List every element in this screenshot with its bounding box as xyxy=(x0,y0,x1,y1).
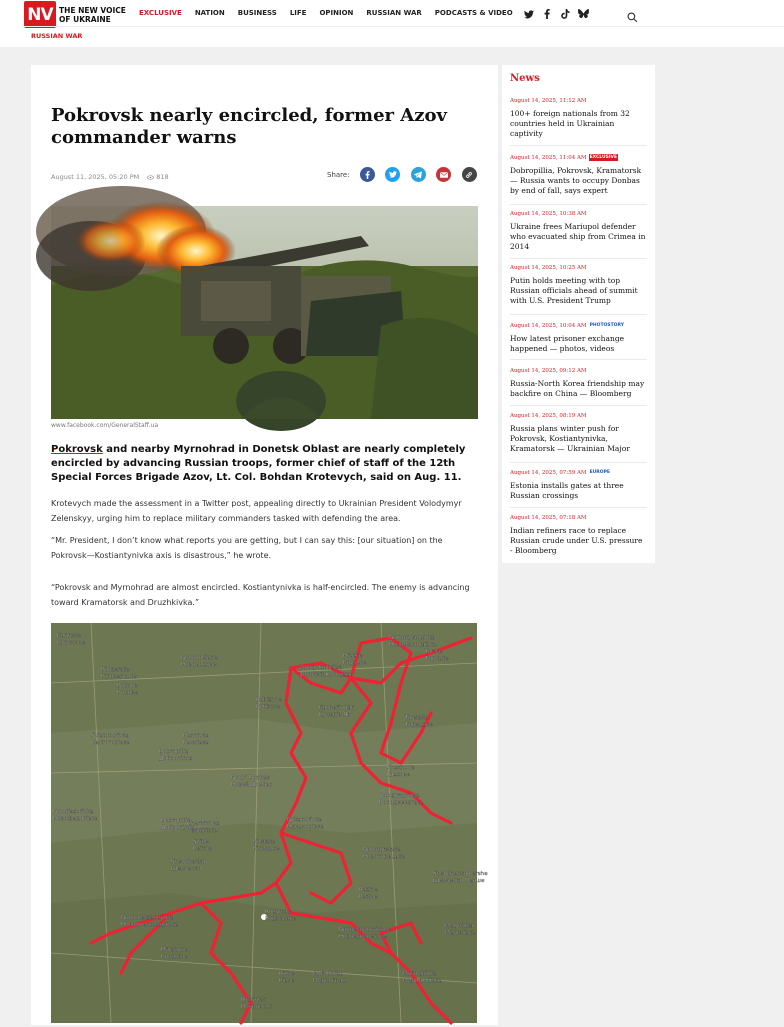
nav-life[interactable]: LIFE xyxy=(289,9,307,17)
news-sidebar xyxy=(502,65,655,563)
share-email-button[interactable] xyxy=(436,167,451,182)
map-label: Dobropillia xyxy=(161,818,192,824)
social-links xyxy=(523,8,595,20)
bluesky-icon[interactable] xyxy=(577,8,589,20)
news-divider xyxy=(510,359,647,360)
map-label: Новомиколаївка xyxy=(389,642,437,648)
map-label: Malynivka xyxy=(445,923,474,929)
site-logo[interactable] xyxy=(24,1,126,28)
news-divider xyxy=(510,462,647,463)
map-label: Добропілля xyxy=(159,756,193,762)
pokrovsk-link[interactable]: Pokrovsk xyxy=(51,444,103,455)
news-date xyxy=(510,154,647,161)
map-label: Шевченко xyxy=(171,866,201,872)
article-photo-artillery xyxy=(51,206,478,419)
map-label: Новоолександрівка xyxy=(121,922,179,928)
map-label: Новий Донбас xyxy=(231,782,273,788)
map-label: Никанорівка xyxy=(287,824,324,830)
map-label: Razine xyxy=(359,887,378,893)
map-label: Новоекономічне xyxy=(339,934,387,940)
subnav-divider xyxy=(24,26,784,27)
map-label: Shakhove xyxy=(387,765,415,771)
news-title[interactable]: Estonia installs gates at three Russian crossings xyxy=(510,481,624,500)
map-label: Chernihivka xyxy=(187,821,221,827)
map-label: Novofedorivka xyxy=(53,809,94,815)
news-item[interactable] xyxy=(510,98,647,138)
map-label: Sviatohorivka xyxy=(91,733,130,739)
share-twitter-button[interactable] xyxy=(385,167,400,182)
map-label: Bokove xyxy=(117,683,138,689)
news-divider xyxy=(510,258,647,259)
photo-caption: www.facebook.com/GeneralStaff.ua xyxy=(51,422,159,429)
map-label: Novoekonomichne xyxy=(339,927,391,933)
map-label: Hruzke xyxy=(343,653,363,659)
news-title[interactable]: Indian refiners race to replace Russian crude under U.S. pressure - Bloomberg xyxy=(510,526,643,555)
news-divider xyxy=(510,314,647,315)
lead-text: and nearby Myrnohrad in Donetsk Oblast are nearly completely encircled by advancing Russian troops, former chief of staff of the 12th Special Forces Brigade Azov, Lt. Col. Bohdan Krotevych, said on Aug. 11. xyxy=(51,444,466,483)
map-label: Novyi Donbas xyxy=(231,775,270,781)
map-label: Чернігівка xyxy=(187,828,218,834)
map-label: Kucheriv Yar xyxy=(319,705,354,711)
map-label: Hryshyne xyxy=(161,947,188,953)
map-label: Novooleksandrivka xyxy=(121,915,175,921)
nav-nation[interactable]: NATION xyxy=(194,9,225,17)
nav-exclusive[interactable]: EXCLUSIVE xyxy=(139,9,182,17)
views-counter xyxy=(147,173,168,181)
article-meta xyxy=(51,173,169,181)
map-label: Торецьке xyxy=(405,722,433,728)
eye-icon xyxy=(147,175,154,180)
map-label: Шахове xyxy=(387,772,410,778)
map-label: Світле xyxy=(193,846,213,852)
map-label: Bilozerske xyxy=(101,667,130,673)
news-date: August 14, 2025, 08:19 AM xyxy=(510,413,587,419)
share-telegram-button[interactable] xyxy=(411,167,426,182)
map-label: Новофедорівка xyxy=(53,816,99,822)
views-count: 818 xyxy=(156,173,169,181)
twitter-icon[interactable] xyxy=(523,8,535,20)
map-label: Рубіжне xyxy=(256,704,280,710)
map-label: Грузьке xyxy=(343,660,367,666)
news-date: August 14, 2025, 09:12 AM xyxy=(510,368,587,374)
news-item[interactable] xyxy=(510,368,647,399)
article-paragraph-2: “Mr. President, I don’t know what reports you are getting, but I can say this: [our situation] on the Pokrovsk—Kostiantynivka axis is disastrous,” he wrote. xyxy=(51,536,443,560)
news-item[interactable] xyxy=(510,469,647,501)
article-lead xyxy=(51,443,478,485)
map-label: Torske xyxy=(425,649,443,655)
nav-russian-war[interactable]: RUSSIAN WAR xyxy=(366,9,422,17)
news-divider xyxy=(510,507,647,508)
map-label: Кучерів Яр xyxy=(319,712,351,718)
map-label: Добропілля xyxy=(161,825,195,831)
site-header xyxy=(0,0,784,47)
logo-text xyxy=(59,6,126,24)
news-date: August 14, 2025, 10:38 AM xyxy=(510,211,587,217)
news-item[interactable] xyxy=(510,413,647,453)
map-label: Разіне xyxy=(359,894,378,900)
news-divider xyxy=(510,145,647,146)
news-item[interactable] xyxy=(510,154,647,195)
logo-line-1: THE NEW VOICE xyxy=(59,5,126,15)
map-label: Dobropillia xyxy=(159,749,190,755)
map-label: Торське xyxy=(425,656,449,662)
map-label: Білозерське xyxy=(101,674,137,680)
news-date-text: August 14, 2025, 10:04 AM xyxy=(510,322,587,329)
map-label: Шевченко Перше xyxy=(433,878,485,884)
news-date: August 14, 2025, 11:12 AM xyxy=(510,98,587,104)
news-date xyxy=(510,469,647,476)
news-divider xyxy=(510,204,647,205)
news-item[interactable] xyxy=(510,265,647,305)
map-label: Volodymyrivka xyxy=(379,793,421,799)
share-copy-link-button[interactable] xyxy=(462,167,477,182)
map-label: Myrnohrad xyxy=(313,971,344,977)
map-label: Shevchenko Pershe xyxy=(433,871,488,877)
news-date xyxy=(510,322,647,329)
map-label: Novotoretske xyxy=(363,847,401,853)
article-paragraph-3: “Pokrovsk and Myrnohrad are almost encircled. Kostiantynivka is half-encircled. The enemy is advancing toward Kramatorsk and Druzhkivka.” xyxy=(51,583,470,607)
map-label: Миролюбівка xyxy=(403,978,442,984)
news-title[interactable]: 100+ foreign nationals from 32 countries held in Ukrainian captivity xyxy=(510,109,630,138)
news-date-text: August 14, 2025, 07:59 AM xyxy=(510,469,587,476)
share-label: Share: xyxy=(327,170,350,179)
facebook-icon[interactable] xyxy=(541,8,553,20)
map-label: Nykanorivka xyxy=(287,817,322,823)
map-label: Мирноград xyxy=(313,978,346,984)
news-title[interactable]: How latest prisoner exchange happened — photos, videos xyxy=(510,334,625,353)
tiktok-icon[interactable] xyxy=(559,8,571,20)
map-label: Новоторецьке xyxy=(363,854,405,860)
map-label: Myrolubivka xyxy=(403,971,437,977)
main-nav xyxy=(139,9,526,17)
map-label: Малинівка xyxy=(445,930,476,936)
map-label: Білицьке xyxy=(253,846,280,852)
map-label: Biletske xyxy=(253,839,275,845)
logo-mark: NV xyxy=(24,1,56,28)
news-item[interactable] xyxy=(510,211,647,251)
map-label: Kurytske xyxy=(57,633,82,639)
map-label: Золотий Колодязь xyxy=(299,672,354,678)
map-label: Rubizhne xyxy=(256,697,282,703)
news-title[interactable]: Russia-North Korea friendship may backfire on China — Bloomberg xyxy=(510,379,645,398)
share-bar xyxy=(327,167,487,182)
photostory-tag[interactable]: PHOTOSTORY xyxy=(589,323,624,328)
article-date: August 11, 2025, 05:20 PM xyxy=(51,173,140,181)
sidebar-title: News xyxy=(510,73,540,84)
share-facebook-button[interactable] xyxy=(360,167,375,182)
news-item[interactable] xyxy=(510,322,647,354)
subnav-russian-war[interactable]: RUSSIAN WAR xyxy=(31,32,83,40)
news-divider xyxy=(510,405,647,406)
map-label: Shevchenko xyxy=(171,859,205,865)
news-date: August 14, 2025, 10:25 AM xyxy=(510,265,587,271)
news-title[interactable]: Putin holds meeting with top Russian officials ahead of summit with U.S. President Trump xyxy=(510,276,638,305)
map-label: Pokrovsk xyxy=(241,997,266,1003)
map-label: Zoloty Kolodiaz xyxy=(299,665,342,671)
news-item[interactable] xyxy=(510,515,647,555)
map-label: Родинське xyxy=(265,916,297,922)
europe-tag[interactable]: EUROPE xyxy=(589,470,610,475)
logo-line-2: OF UKRAINE xyxy=(59,14,111,24)
frontline-map xyxy=(51,623,488,1023)
news-title[interactable]: Russia plans winter push for Pokrovsk, Kostiantynivka, Kramatorsk — Ukrainian Major xyxy=(510,424,630,453)
news-title[interactable]: Ukraine frees Mariupol defender who evacuated ship from Crimea in 2014 xyxy=(510,222,646,251)
map-label: Toretske xyxy=(405,715,429,721)
map-label: Нововодяне xyxy=(181,662,217,668)
map-label: Rodynske xyxy=(265,909,292,915)
news-date-text: August 14, 2025, 11:04 AM xyxy=(510,154,587,161)
map-label: Святогорівка xyxy=(91,740,130,746)
article-paragraph-1: Krotevych made the assessment in a Twitter post, appealing directly to Ukrainian President Volodymyr Zelenskyy, urging him to replace military commanders tasked with defending the area. xyxy=(51,499,462,523)
news-title[interactable]: Dobropillia, Pokrovsk, Kramatorsk — Russia wants to occupy Donbas by end of fall, says expert xyxy=(510,166,642,195)
map-label: Rivne xyxy=(279,971,295,977)
map-label: Гришине xyxy=(161,954,188,960)
news-date: August 14, 2025, 07:18 AM xyxy=(510,515,587,521)
map-label: Svitle xyxy=(193,839,209,845)
map-label: Hannivka xyxy=(183,733,210,739)
map-label: Novomykolaivka xyxy=(389,635,435,641)
nav-opinion[interactable]: OPINION xyxy=(319,9,354,17)
article-title: Pokrovsk nearly encircled, former Azov commander warns xyxy=(51,105,447,148)
map-label: Володимирівка xyxy=(379,800,424,806)
nav-business[interactable]: BUSINESS xyxy=(237,9,277,17)
article xyxy=(31,65,498,1025)
map-label: Куриччне xyxy=(57,640,86,646)
map-label: Покровськ xyxy=(241,1004,273,1010)
map-label: Ганнівка xyxy=(183,740,209,746)
map-label: Бокове xyxy=(117,690,138,696)
map-label: Рівне xyxy=(279,978,295,984)
map-label: Novovodiane xyxy=(181,655,218,661)
exclusive-tag[interactable]: EXCLUSIVE xyxy=(589,155,618,160)
search-icon[interactable] xyxy=(627,8,639,20)
nav-podcasts-video[interactable]: PODCASTS & VIDEO xyxy=(434,9,513,17)
